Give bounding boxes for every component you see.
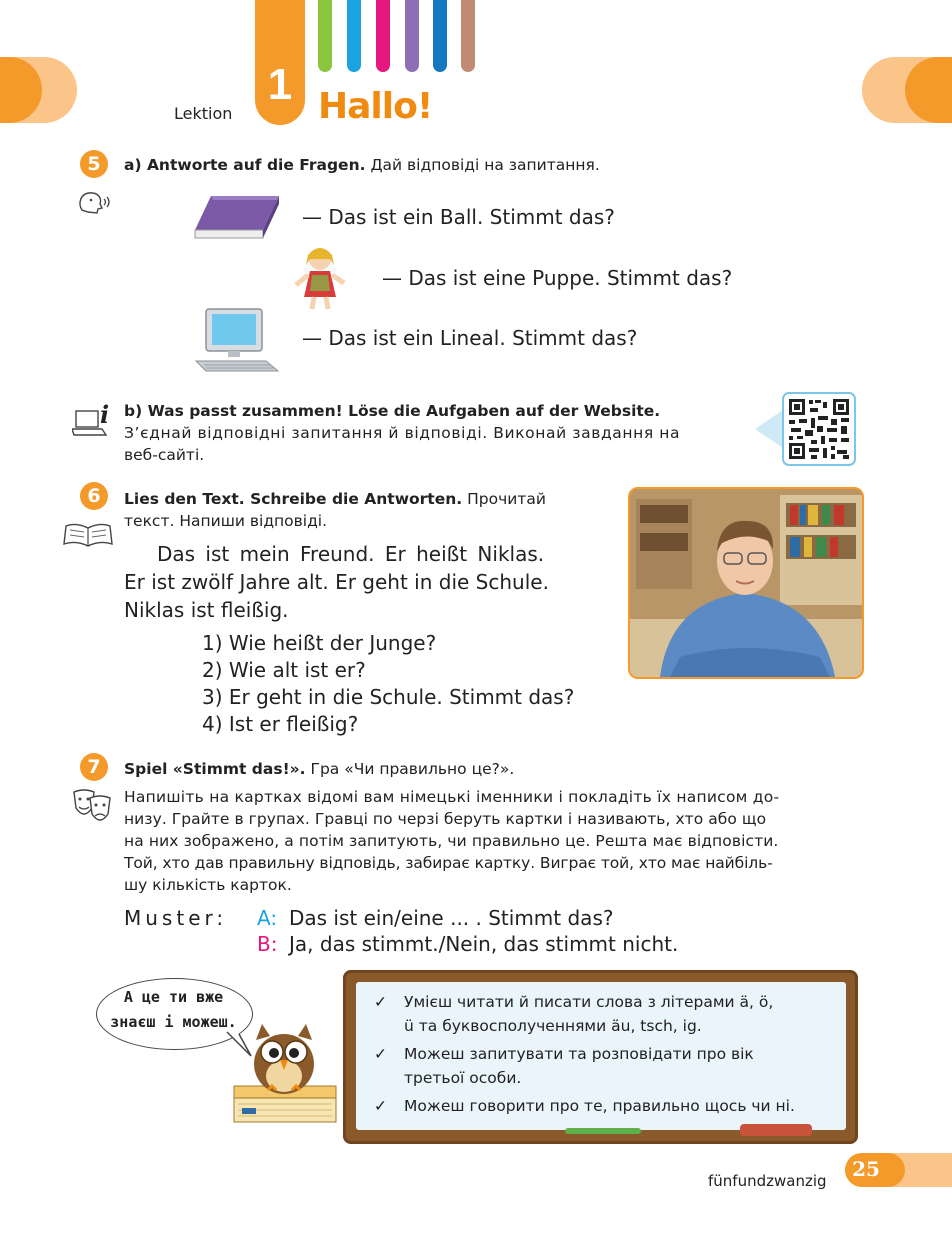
summary-item [376,1042,864,1090]
task7-instruction [124,758,514,780]
task5b-instruction-de: b) Was passt zusammen! Löse die Aufgaben auf der Website. [124,402,661,420]
task6-instruction [124,488,604,532]
lektion-number: 1 [267,60,293,109]
task6-questions [202,630,574,738]
boy-photo [628,487,864,679]
task7-paragraph-line: низу. Грайте в групах. Гравці по черзі беруть картки і називають, хто або що [124,810,767,828]
task6-text-line: Das ist mein Freund. Er heißt Niklas. [157,542,545,566]
summary-item-line: Можеш говорити про те, правильно щось чи ні. [404,1097,795,1115]
task7-paragraph [124,786,860,896]
eraser [740,1124,812,1136]
page-number-word: fünfundzwanzig [708,1172,827,1190]
task6-instruction-ua-2: текст. Напиши відповіді. [124,512,328,530]
color-bar [376,0,390,72]
color-bar [433,0,447,72]
owl-on-book-image [228,1020,340,1126]
task5b-instruction [124,400,720,466]
task5a-instruction-de: a) Antworte auf die Fragen. [124,156,366,174]
task6-instruction-de: Lies den Text. Schreibe die Antworten. [124,490,463,508]
task6-instruction-ua-1: Прочитай [467,490,546,508]
color-bar [461,0,475,72]
task6-question: 2) Wie alt ist er? [202,658,366,682]
page-title: Hallo! [318,86,433,127]
task7-paragraph-line: шу кількість карток. [124,876,292,894]
task-number: 6 [80,482,108,510]
color-bar [405,0,419,72]
muster-a-text: Das ist ein/eine ... . Stimmt das? [289,906,614,930]
open-book-icon [62,520,114,550]
task7-paragraph-line: Напишіть на картках відомі вам німецькі іменники і покладіть їх написом до- [124,788,780,806]
check-icon: ✓ [374,1045,387,1063]
speaking-icon [76,190,112,216]
svg-text:i: i [100,400,110,429]
speech-bubble-line: А це ти вже [123,988,224,1006]
qr-code[interactable] [755,392,857,466]
task7-paragraph-line: на них зображено, а потім запитують, чи правильно це. Решта має відповісти. [124,832,779,850]
color-bar [347,0,361,72]
summary-item-line: ü та буквосполученнями äu, tsch, ig. [404,1017,702,1035]
task5-line: — Das ist ein Lineal. Stimmt das? [302,326,638,350]
summary-item [376,990,864,1038]
task7-instruction-ua: Гра «Чи правильно це?». [310,760,515,778]
task6-text-line: Niklas ist fleißig. [124,598,289,622]
book-image [193,192,281,244]
muster-label: Muster: [124,906,228,930]
check-icon: ✓ [374,1097,387,1115]
summary-item [376,1094,864,1118]
task-number: 7 [80,753,108,781]
task6-question: 3) Er geht in die Schule. Stimmt das? [202,685,575,709]
task-number: 5 [80,150,108,178]
theatre-masks-icon [70,786,112,824]
task7-paragraph-line: Той, хто дав правильну відповідь, забирає картку. Виграє той, хто має найбіль- [124,854,773,872]
task5-line: — Das ist ein Ball. Stimmt das? [302,205,615,229]
laptop-info-icon [72,399,112,441]
task5b-instruction-ua-2: веб-сайті. [124,446,205,464]
task5b-instruction-ua-1: З’єднай відповідні запитання й відповіді. Виконай завдання на [124,424,681,442]
check-icon: ✓ [374,993,387,1011]
chalk [565,1128,641,1134]
task5a-instruction [124,154,600,176]
summary-item-line: Умієш читати й писати слова з літерами ä, ö, [404,993,774,1011]
color-bar [318,0,332,72]
summary-item-line: Можеш запитувати та розповідати про вік [404,1045,754,1063]
doll-image [290,243,350,313]
muster-a-label: A: [257,906,278,930]
task7-instruction-de: Spiel «Stimmt das!». [124,760,306,778]
task5a-instruction-ua: Дай відповіді на запитання. [370,156,600,174]
computer-image [192,305,282,375]
task5-line: — Das ist eine Puppe. Stimmt das? [382,266,733,290]
page-number: 25 [852,1157,880,1181]
task6-text-line: Er ist zwölf Jahre alt. Er geht in die Schule. [124,570,549,594]
task6-question: 4) Ist er fleißig? [202,712,359,736]
task6-text [124,540,599,624]
speech-bubble-line: знаєш і можеш. [110,1013,237,1031]
muster-b-text: Ja, das stimmt./Nein, das stimmt nicht. [289,932,679,956]
muster-b-label: B: [257,932,278,956]
summary-item-line: третьої особи. [404,1069,522,1087]
lektion-label: Lektion [174,104,233,123]
task6-question: 1) Wie heißt der Junge? [202,631,437,655]
